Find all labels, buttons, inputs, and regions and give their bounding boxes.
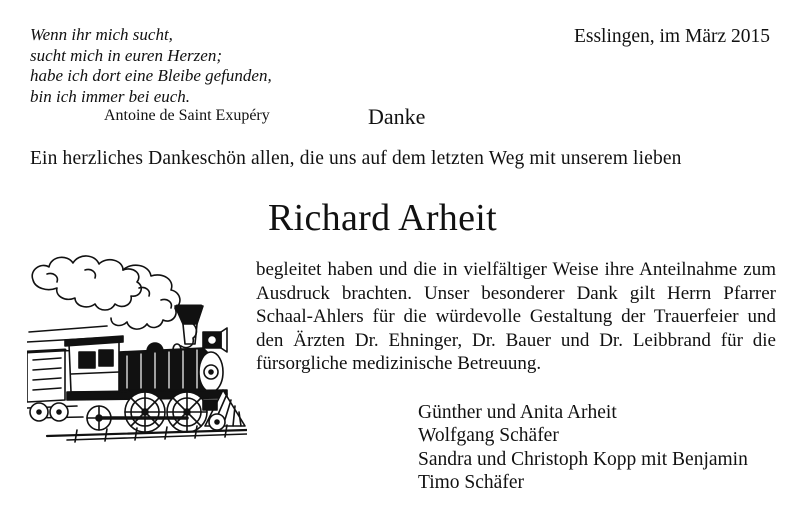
poem-author: Antoine de Saint Exupéry [104,107,270,124]
place-date: Esslingen, im März 2015 [573,26,770,47]
poem [30,25,272,107]
intro-text: Ein herzliches Dankeschön allen, die uns auf dem letzten Weg mit unserem lieben [30,148,682,169]
signature-line: Timo Schäfer [418,471,524,493]
steam-locomotive-icon [27,240,247,445]
poem-line: bin ich immer bei euch. [30,86,191,106]
heading-danke: Danke [368,104,426,129]
signature-line: Günther und Anita Arheit [418,402,617,423]
body-text: begleitet haben und die in vielfältiger Weise ihre Anteilnahme zum Ausdruck brachten. Unser besonderer Dank gilt Herrn Pfarrer Schaal-Ahlers für die würdevolle Gestaltung der Trauerfeier und den Ärzten Dr. Ehninger, Dr. Bauer und Dr. Leibbrand für die fürsorgliche medizinische Betreuung. [256,259,776,374]
poem-line: Wenn ihr mich sucht, [30,25,173,44]
deceased-name: Richard Arheit [268,197,497,239]
signature-line: Sandra und Christoph Kopp mit Benjamin [418,448,748,470]
signatures [418,401,748,494]
poem-line: sucht mich in euren Herzen; [30,45,222,65]
poem-line: habe ich dort eine Bleibe gefunden, [30,66,272,85]
signature-line: Wolfgang Schäfer [418,425,559,447]
